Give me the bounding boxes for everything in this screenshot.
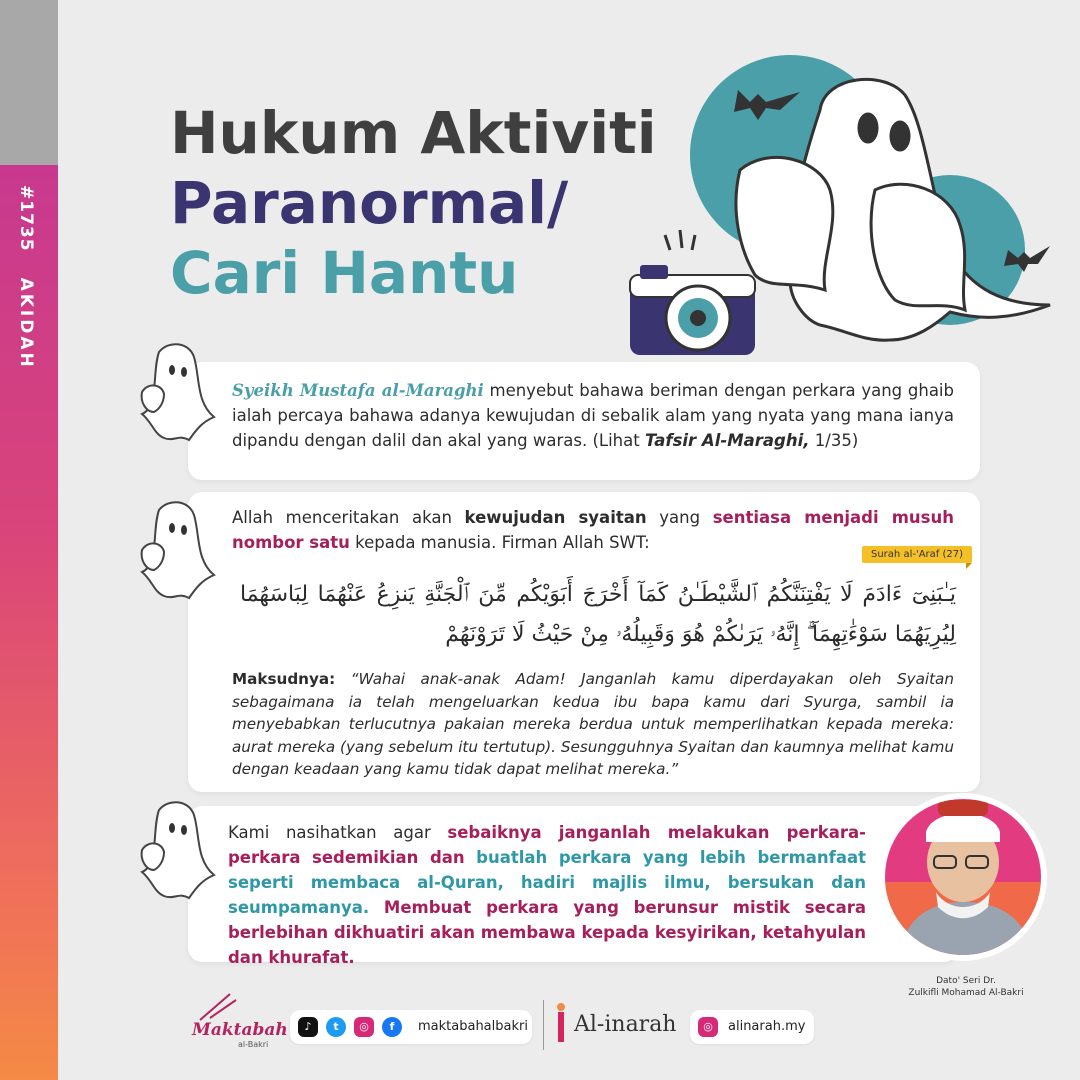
title-line-3: Cari Hantu — [170, 239, 519, 307]
website-text[interactable]: alinarah.my — [728, 1019, 806, 1034]
sidebar-label — [16, 185, 36, 370]
author-caption — [880, 975, 1052, 999]
card-1-text-b: 1/35) — [809, 431, 859, 450]
card-2-text-c: kepada manusia. Firman Allah SWT: — [349, 533, 650, 552]
card-2-text-a: Allah menceritakan akan — [232, 508, 465, 527]
instagram-icon[interactable]: ◎ — [354, 1017, 374, 1037]
book-title: Tafsir Al-Maraghi, — [644, 431, 810, 450]
author-portrait — [878, 792, 1048, 962]
card-3-paragraph — [228, 820, 866, 970]
verse-translation — [232, 668, 954, 781]
website-link[interactable] — [690, 1010, 814, 1044]
translation-label: Maksudnya: — [232, 670, 336, 688]
social-handle[interactable]: maktabahalbakri — [418, 1019, 528, 1034]
logo-subtext: al-Bakri — [238, 1040, 269, 1049]
instagram-icon: ◎ — [698, 1017, 718, 1037]
twitter-icon[interactable]: t — [326, 1017, 346, 1037]
card-3-text-a: Kami nasihatkan agar — [228, 823, 448, 842]
card-2-text-b: yang — [646, 508, 713, 527]
logo-text: Maktabah — [192, 1020, 288, 1040]
page-title — [170, 98, 657, 308]
title-line-2: Paranormal/ — [170, 169, 569, 237]
pen-logo-icon — [190, 992, 240, 1022]
title-line-1: Hukum Aktiviti — [170, 99, 657, 167]
facebook-icon[interactable]: f — [382, 1017, 402, 1037]
category-sidebar — [0, 165, 58, 1080]
advice-magenta-2: Membuat perkara yang berunsur mistik secara berlebihan dikhuatiri akan membawa kepada kesyirikan, ketahyulan dan khurafat. — [228, 898, 866, 967]
scholar-name: Syeikh Mustafa al-Maraghi — [232, 381, 484, 400]
camera-icon — [630, 230, 755, 355]
highlight-magenta: sentiasa menjadi musuh nombor satu — [232, 508, 954, 552]
brand-name: Al-inarah — [574, 1012, 677, 1037]
author-title: Dato' Seri Dr. — [936, 976, 996, 986]
card-1-text-a: menyebut bahawa beriman dengan perkara yang ghaib ialah percaya bahawa adanya kewujudan di sebalik alam yang nyata yang mana ianya dipandu dengan dalil dan akal yang waras. (Lihat — [232, 381, 954, 450]
sidebar-top-block — [0, 0, 58, 165]
ghost-icon — [134, 500, 220, 604]
tiktok-icon[interactable]: ♪ — [298, 1017, 318, 1037]
alinarah-logo — [554, 1000, 684, 1050]
post-number: #1735 — [16, 185, 36, 252]
translation-text: “Wahai anak-anak Adam! Janganlah kamu diperdayakan oleh Syaitan sebagaimana ia telah mengeluarkan kedua ibu bapa kamu dari Syurga, sambil ia menyebabkan terlucutnya pakaian mereka berdua untuk memperlihatkan kepada mereka: aurat mereka (yang sebelum itu tertutup). Sesungguhnya Syaitan dan kaumnya melihat kamu dengan keadaan yang kamu tidak dapat melihat mereka.” — [232, 670, 954, 778]
ghost-icon — [134, 342, 220, 446]
maktabah-logo — [190, 992, 288, 1052]
ghost-icon — [134, 800, 220, 904]
ghost-hero-illustration — [620, 50, 1070, 370]
surah-tag: Surah al-'Araf (27) — [862, 546, 972, 563]
card-1-paragraph — [232, 378, 954, 453]
post-category: AKIDAH — [16, 277, 36, 370]
advice-magenta-1: sebaiknya janganlah melakukan perkara-perkara sedemikian dan — [228, 823, 866, 867]
social-links — [290, 1010, 532, 1044]
footer-divider — [543, 1000, 544, 1050]
quran-verse: يَـٰبَنِىٓ ءَادَمَ لَا يَفْتِنَنَّكُمُ ٱلشَّيْطَـٰنُ كَمَآ أَخْرَجَ أَبَوَيْكُم مِّنَ ٱلْجَنَّةِ يَنزِعُ عَنْهُمَا لِبَاسَهُمَا لِيُرِيَهُمَا سَوْءَٰتِهِمَآ ۗ إِنَّهُۥ يَرَىٰكُمْ هُوَ وَقَبِيلُهُۥ مِنْ حَيْثُ لَا تَرَوْنَهُمْ — [240, 582, 956, 647]
highlight-bold: kewujudan syaitan — [464, 508, 647, 527]
author-name: Zulkifli Mohamad Al-Bakri — [908, 988, 1024, 998]
alinarah-mark-icon — [554, 1002, 574, 1046]
card-2-intro — [232, 505, 954, 555]
advice-teal: buatlah perkara yang lebih bermanfaat seperti membaca al-Quran, hadiri majlis ilmu, bersukan dan seumpamanya. — [228, 848, 866, 917]
